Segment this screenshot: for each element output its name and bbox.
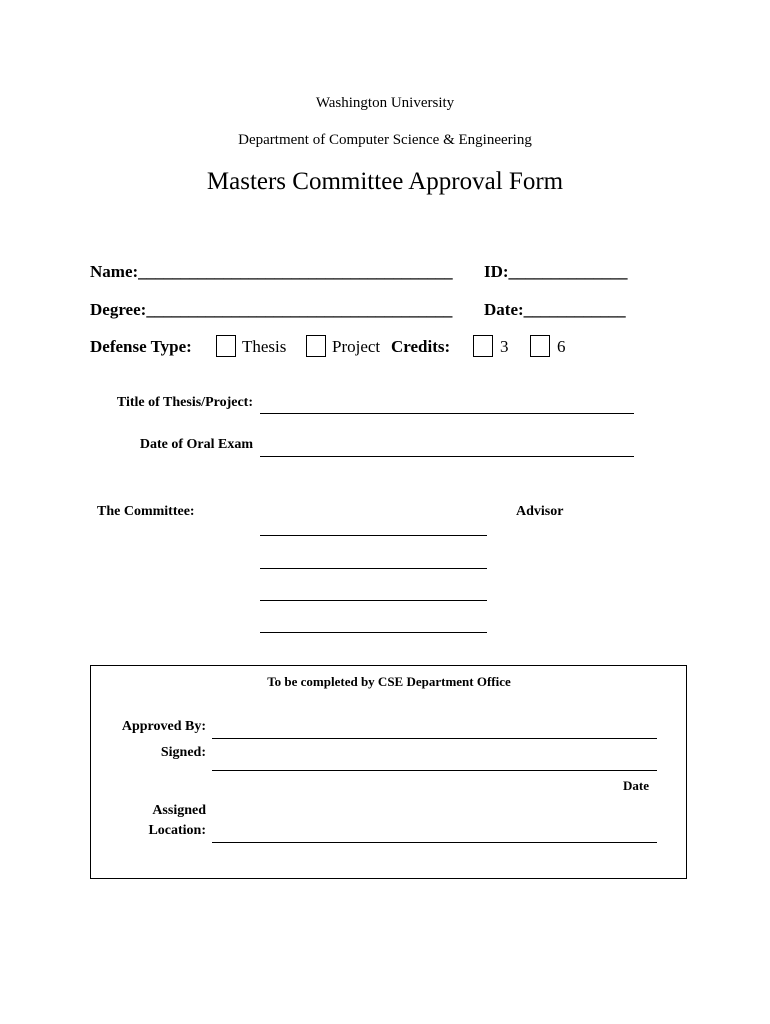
committee-signature-line[interactable]	[260, 632, 487, 633]
committee-signature-line[interactable]	[260, 600, 487, 601]
credit-3-checkbox[interactable]	[473, 335, 493, 357]
date-field[interactable]: Date:____________	[484, 300, 626, 319]
oral-exam-label: Date of Oral Exam	[139, 437, 253, 452]
signed-date-label: Date	[623, 778, 649, 793]
approved-by-label: Approved By:	[121, 719, 206, 734]
signed-label: Signed:	[160, 745, 206, 760]
thesis-title-label: Title of Thesis/Project:	[116, 395, 253, 410]
committee-label: The Committee:	[97, 504, 195, 519]
university-name: Washington University	[315, 95, 455, 111]
credit-6-label: 6	[557, 337, 566, 356]
approved-by-line[interactable]	[212, 738, 657, 739]
department-name: Department of Computer Science & Engineering	[238, 132, 532, 148]
committee-signature-line[interactable]	[260, 568, 487, 569]
location-label: Location:	[148, 823, 206, 838]
oral-exam-line[interactable]	[260, 456, 634, 457]
assigned-label: Assigned	[152, 803, 206, 818]
credit-6-checkbox[interactable]	[530, 335, 550, 357]
office-heading: To be completed by CSE Department Office	[267, 674, 511, 689]
location-line[interactable]	[212, 842, 657, 843]
credits-label: Credits:	[391, 337, 451, 356]
name-field[interactable]: Name:_____________________________________	[90, 262, 453, 281]
project-option-label: Project	[332, 337, 381, 356]
project-checkbox[interactable]	[306, 335, 326, 357]
committee-signature-line[interactable]	[260, 535, 487, 536]
form-title: Masters Committee Approval Form	[206, 168, 564, 195]
id-field[interactable]: ID:______________	[484, 262, 628, 281]
degree-field[interactable]: Degree:____________________________________	[90, 300, 453, 319]
thesis-title-line[interactable]	[260, 413, 634, 414]
advisor-label: Advisor	[516, 504, 564, 519]
defense-type-label: Defense Type:	[90, 337, 192, 356]
signed-line[interactable]	[212, 770, 657, 771]
thesis-option-label: Thesis	[242, 337, 287, 356]
credit-3-label: 3	[500, 337, 509, 356]
thesis-checkbox[interactable]	[216, 335, 236, 357]
office-use-box	[90, 665, 687, 879]
